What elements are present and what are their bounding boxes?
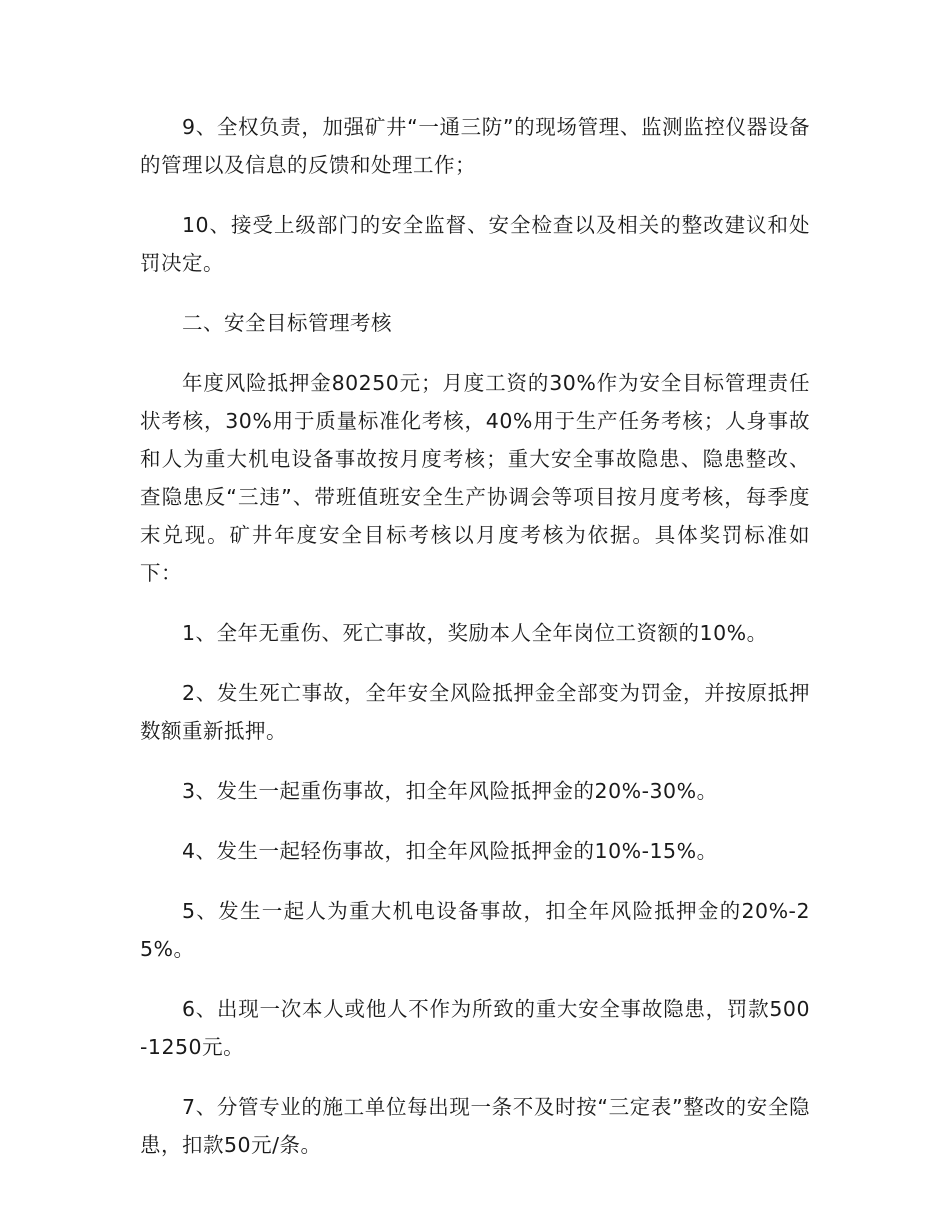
rule-item-3: 3、发生一起重伤事故，扣全年风险抵押金的20%-30%。 bbox=[182, 779, 718, 803]
paragraph-risk-deposit: 年度风险抵押金80250元；月度工资的30%作为安全目标管理责任状考核，30%用于质量标准化考核，40%用于生产任务考核；人身事故和人为重大机电设备事故按月度考核；重大安全事故隐患、隐患整改、查隐患反“三违”、带班值班安全生产协调会等项目按月度考核，每季度末兑现。矿井年度安全目标考核以月度考核为依据。具体奖罚标准如下： bbox=[140, 371, 810, 585]
document-body bbox=[140, 108, 810, 1186]
rule-item-4: 4、发生一起轻伤事故，扣全年风险抵押金的10%-15%。 bbox=[182, 839, 718, 863]
rule-item-1: 1、全年无重伤、死亡事故，奖励本人全年岗位工资额的10%。 bbox=[182, 621, 768, 645]
rule-item-6: 6、出现一次本人或他人不作为所致的重大安全事故隐患，罚款500-1250元。 bbox=[140, 997, 810, 1059]
rule-item-2: 2、发生死亡事故，全年安全风险抵押金全部变为罚金，并按原抵押数额重新抵押。 bbox=[140, 681, 810, 743]
paragraph-9-duty: 9、全权负责，加强矿井“一通三防”的现场管理、监测监控仪器设备的管理以及信息的反馈和处理工作； bbox=[140, 115, 810, 177]
section-heading-assessment: 二、安全目标管理考核 bbox=[182, 311, 393, 335]
rule-item-7: 7、分管专业的施工单位每出现一条不及时按“三定表”整改的安全隐患，扣款50元/条。 bbox=[140, 1095, 810, 1157]
paragraph-10-duty: 10、接受上级部门的安全监督、安全检查以及相关的整改建议和处罚决定。 bbox=[140, 213, 810, 275]
rule-item-5: 5、发生一起人为重大机电设备事故，扣全年风险抵押金的20%-25%。 bbox=[140, 899, 810, 961]
